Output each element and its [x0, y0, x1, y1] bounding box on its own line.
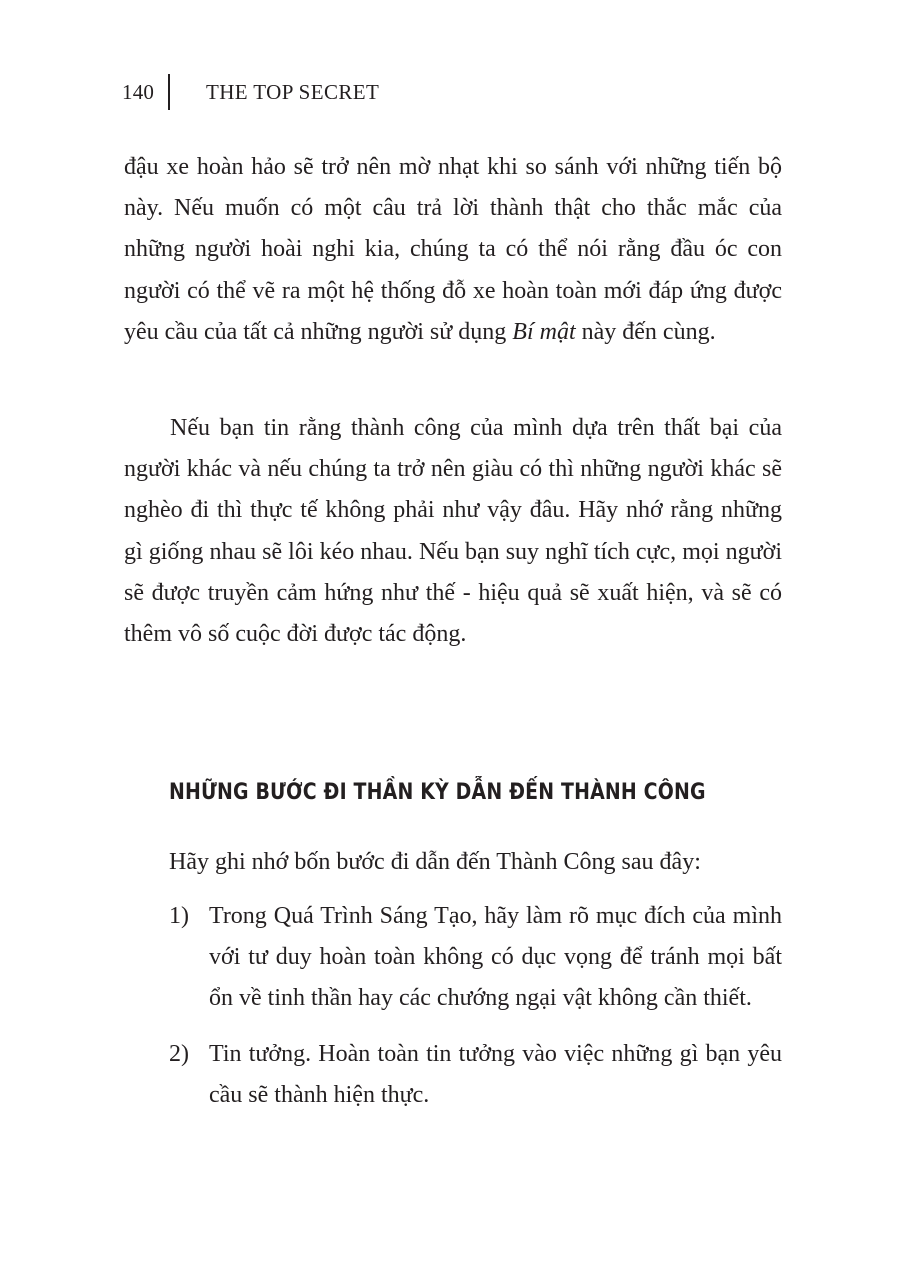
step-number: 2): [169, 1040, 189, 1067]
page-number: 140: [122, 79, 155, 104]
steps-list: [169, 896, 782, 1116]
running-head: [122, 74, 379, 110]
list-item: [169, 896, 782, 1020]
italic-title-bi-mat: Bí mật: [512, 318, 576, 345]
step-text: Trong Quá Trình Sáng Tạo, hãy làm rõ mục đích của mình với tư duy hoàn toàn không có dục vọng để tránh mọi bất ổn về tinh thần hay các chướng ngại vật không cần thiết.: [209, 903, 782, 1012]
list-item: [169, 1034, 782, 1116]
section-intro: Hãy ghi nhớ bốn bước đi dẫn đến Thành Công sau đây:: [169, 849, 701, 875]
header-divider: [168, 74, 170, 110]
paragraph-2: Nếu bạn tin rằng thành công của mình dựa trên thất bại của người khác và nếu chúng ta trở nên giàu có thì những người khác sẽ nghèo đi thì thực tế không phải như vậy đâu. Hãy nhớ rằng những gì giống nhau sẽ lôi kéo nhau. Nếu bạn suy nghĩ tích cực, mọi người sẽ được truyền cảm hứng như thế - hiệu quả sẽ xuất hiện, và sẽ có thêm vô số cuộc đời được tác động.: [124, 415, 782, 648]
book-title: THE TOP SECRET: [206, 79, 380, 104]
paragraph-1-text: đậu xe hoàn hảo sẽ trở nên mờ nhạt khi so sánh với những tiến bộ này. Nếu muốn có một câu trả lời thành thật cho thắc mắc của những người hoài nghi kia, chúng ta có thể nói rằng đầu óc con người có thể vẽ ra một hệ thống đỗ xe hoàn toàn mới đáp ứng được yêu cầu của tất cả những người sử dụng: [124, 154, 782, 345]
paragraph-1: [124, 147, 782, 353]
step-number: 1): [169, 903, 189, 929]
step-text: Tin tưởng. Hoàn toàn tin tưởng vào việc những gì bạn yêu cầu sẽ thành hiện thực.: [209, 1040, 782, 1108]
section-heading: NHỮNG BƯỚC ĐI THẦN KỲ DẪN ĐẾN THÀNH CÔNG: [169, 780, 706, 805]
paragraph-1-ending: này đến cùng.: [575, 318, 716, 345]
